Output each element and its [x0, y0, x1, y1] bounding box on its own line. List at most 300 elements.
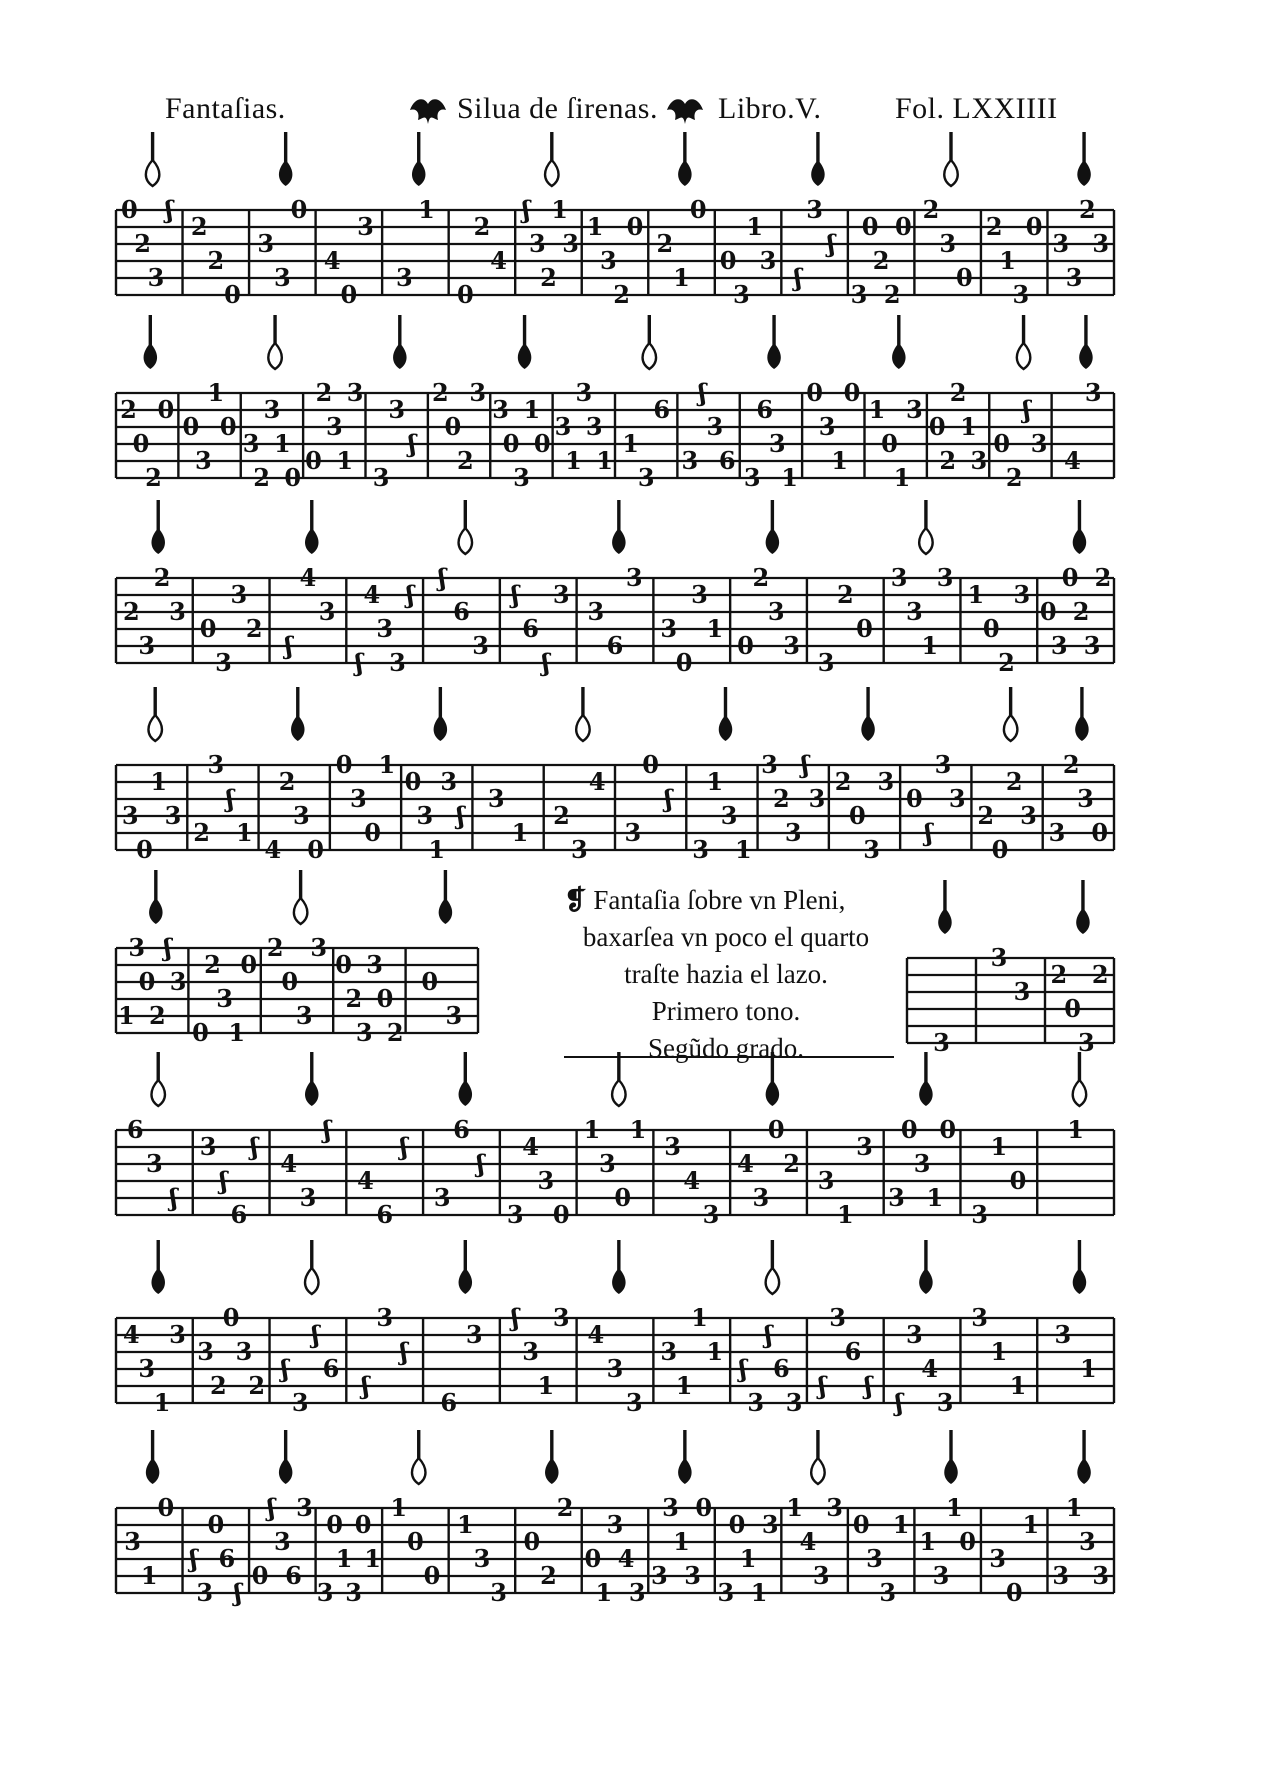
fret-number: 0	[614, 1183, 632, 1212]
rhythm-sign-filled-icon	[1077, 1430, 1091, 1484]
running-head-book-number: Libro.V.	[718, 92, 822, 125]
fret-number: 0	[335, 950, 352, 979]
fret-number: 2	[315, 378, 333, 407]
fret-number: 3	[124, 1527, 141, 1556]
fret-number: 1	[622, 429, 639, 458]
fret-number: 6	[440, 1388, 458, 1417]
fret-number: 3	[121, 801, 139, 830]
fret-number: 3	[506, 1200, 524, 1229]
rhythm-sign-filled-icon	[612, 1240, 626, 1294]
fret-number: 3	[296, 1493, 313, 1522]
fret-number: 1	[390, 1493, 408, 1522]
fret-number: 6	[218, 1544, 236, 1573]
fret-number: 2	[245, 614, 263, 643]
fret-number: 1	[418, 195, 435, 224]
fret-number: 0	[326, 1510, 343, 1539]
fret-number: 3	[971, 1303, 989, 1332]
fret-number: 1	[706, 614, 724, 643]
fret-number: 3	[147, 263, 165, 292]
heading-line: Fantaſia ſobre vn Pleni,	[593, 885, 846, 915]
fret-number: 1	[586, 212, 604, 241]
fret-number: 6	[285, 1561, 302, 1590]
rhythm-sign-open-icon	[766, 1240, 780, 1294]
fret-number: 1	[1022, 1510, 1040, 1539]
fret-number: 3	[235, 1337, 253, 1366]
fret-number: 3	[906, 395, 923, 424]
rhythm-sign-filled-icon	[545, 1430, 559, 1484]
fret-number: 4	[587, 1320, 605, 1349]
fret-number: 3	[257, 229, 275, 258]
fret-number: 3	[376, 1303, 394, 1332]
fret-number: 3	[691, 580, 708, 609]
fret-number: 3	[1083, 631, 1101, 660]
fret-number: 6	[126, 1115, 144, 1144]
fret-number: 0	[407, 1527, 424, 1556]
fret-number: 3	[747, 1388, 765, 1417]
fret-number: ʃ	[189, 1544, 198, 1573]
fret-number: 4	[280, 1149, 298, 1178]
fret-number: 6	[756, 395, 774, 424]
fret-number: 0	[281, 967, 299, 996]
fret-number: ʃ	[818, 1371, 827, 1400]
fret-number: 3	[628, 1578, 646, 1607]
fret-number: 3	[469, 378, 487, 407]
fret-number: 6	[844, 1337, 862, 1366]
rhythm-sign-filled-icon	[146, 1430, 160, 1484]
fret-number: 0	[502, 429, 520, 458]
fret-number: 0	[993, 429, 1011, 458]
fret-number: 0	[376, 984, 394, 1013]
fret-number: 3	[752, 1183, 770, 1212]
fret-number: 3	[850, 280, 868, 309]
fret-number: 3	[230, 580, 248, 609]
fret-number: ʃ	[355, 648, 364, 677]
fret-number: ʃ	[827, 229, 836, 258]
fret-number: 0	[959, 1527, 976, 1556]
fret-number: ʃ	[399, 1337, 408, 1366]
fret-number: 3	[1052, 1561, 1070, 1590]
fret-number: 1	[990, 1337, 1008, 1366]
fret-number: 0	[991, 835, 1009, 864]
fret-number: 3	[660, 614, 678, 643]
fret-number: 3	[720, 801, 738, 830]
fret-number: 2	[266, 933, 284, 962]
fret-number: 1	[960, 412, 977, 441]
rhythm-sign-filled-icon	[305, 500, 319, 554]
rhythm-sign-filled-icon	[1073, 500, 1087, 554]
fret-number: 3	[818, 412, 836, 441]
fret-number: 4	[522, 1132, 539, 1161]
fret-number: ʃ	[476, 1149, 485, 1178]
fret-number: 6	[322, 1354, 340, 1383]
heading-line: traſte hazia el lazo.	[624, 959, 828, 989]
fret-number: 2	[998, 648, 1015, 677]
fret-number: 0	[939, 1115, 957, 1144]
fret-number: 2	[1062, 750, 1080, 779]
fret-number: ʃ	[456, 801, 465, 830]
fret-number: 3	[1030, 429, 1048, 458]
fret-number: 3	[877, 767, 895, 796]
heading-line: Primero tono.	[651, 996, 801, 1026]
fret-number: 2	[656, 229, 674, 258]
fret-number: 3	[856, 1132, 873, 1161]
rhythm-sign-filled-icon	[938, 880, 952, 934]
fret-number: 3	[197, 1337, 214, 1366]
fret-number: 0	[767, 1115, 785, 1144]
fret-number: ʃ	[323, 1115, 332, 1144]
fret-number: 3	[164, 801, 182, 830]
fret-number: ʃ	[399, 1132, 408, 1161]
fret-number: 2	[540, 263, 557, 292]
rhythm-sign-open-icon	[146, 132, 160, 186]
fret-number: 2	[949, 378, 967, 407]
fret-number: 0	[642, 750, 659, 779]
rhythm-sign-filled-icon	[678, 132, 692, 186]
running-head-section: Fantaſias.	[165, 92, 286, 125]
rhythm-sign-filled-icon	[767, 315, 781, 369]
fret-number: 3	[372, 463, 390, 492]
fret-number: 3	[664, 1132, 681, 1161]
fret-number: 0	[199, 614, 217, 643]
rhythm-sign-filled-icon	[144, 315, 158, 369]
fret-number: 1	[673, 1527, 690, 1556]
tablature-system	[116, 1240, 1114, 1417]
fret-number: 3	[784, 818, 802, 847]
fret-number: 1	[153, 1388, 171, 1417]
fret-number: 1	[273, 429, 291, 458]
fret-number: 2	[123, 597, 140, 626]
tablature-system	[116, 500, 1114, 677]
rhythm-sign-filled-icon	[944, 1430, 958, 1484]
fret-number: ʃ	[664, 784, 673, 813]
fret-number: 1	[836, 1200, 854, 1229]
fret-number: 3	[1013, 977, 1031, 1006]
fret-number: 1	[523, 395, 541, 424]
fret-number: 3	[651, 1561, 668, 1590]
fret-number: 6	[453, 597, 470, 626]
fret-number: 3	[376, 614, 394, 643]
pilcrow-icon: ❡	[564, 885, 587, 915]
fret-number: ʃ	[226, 784, 235, 813]
fret-number: 3	[571, 835, 588, 864]
fret-number: ʃ	[1022, 395, 1031, 424]
fret-number: 3	[768, 429, 786, 458]
fret-number: 0	[456, 280, 474, 309]
fret-number: 3	[783, 631, 800, 660]
fret-number: 3	[522, 1337, 539, 1366]
fret-number: 3	[906, 597, 923, 626]
fret-number: 4	[363, 580, 381, 609]
fret-number: 1	[378, 750, 396, 779]
fret-number: 2	[553, 801, 570, 830]
fret-number: 1	[456, 1510, 474, 1539]
fret-number: 3	[913, 1149, 931, 1178]
fret-number: 0	[737, 631, 754, 660]
rhythm-sign-open-icon	[151, 1052, 165, 1106]
rhythm-sign-filled-icon	[766, 500, 780, 554]
fret-number: 2	[1050, 960, 1068, 989]
fret-number: 0	[1061, 563, 1079, 592]
fret-number: 2	[190, 212, 208, 241]
fret-number: 1	[781, 463, 799, 492]
fret-number: 3	[169, 967, 187, 996]
rhythm-sign-open-icon	[944, 132, 958, 186]
fret-number: 3	[1078, 1028, 1095, 1057]
fret-number: 3	[733, 280, 750, 309]
fret-number: 6	[230, 1200, 248, 1229]
fret-number: 0	[861, 212, 879, 241]
fret-number: 3	[169, 597, 186, 626]
fret-number: 6	[522, 614, 539, 643]
rhythm-sign-filled-icon	[291, 687, 305, 741]
rhythm-sign-filled-icon	[439, 870, 453, 924]
fret-number: ʃ	[361, 1371, 370, 1400]
fret-number: 3	[866, 1544, 883, 1573]
fret-number: 1	[746, 212, 764, 241]
fret-number: 4	[683, 1166, 701, 1195]
fret-number: 0	[138, 967, 156, 996]
fret-number: ʃ	[698, 378, 707, 407]
fret-number: 1	[335, 1544, 353, 1573]
fret-number: 3	[325, 412, 343, 441]
fret-number: 3	[299, 1183, 317, 1212]
fret-number: 3	[433, 1183, 451, 1212]
fret-number: 3	[316, 1578, 334, 1607]
fret-number: ʃ	[511, 1303, 520, 1332]
fret-number: ʃ	[234, 1578, 242, 1607]
fret-number: 2	[210, 1371, 227, 1400]
fret-number: 3	[291, 1388, 309, 1417]
fret-number: 1	[511, 818, 529, 847]
fret-number: 3	[684, 1561, 701, 1590]
fret-number: 2	[473, 212, 491, 241]
fret-number: 0	[533, 429, 551, 458]
tablature-system	[116, 687, 1114, 864]
fret-number: 3	[445, 1001, 463, 1030]
fret-number: 1	[990, 1132, 1008, 1161]
rhythm-sign-open-icon	[643, 315, 657, 369]
fret-number: ʃ	[284, 631, 293, 660]
fret-number: 3	[216, 984, 233, 1013]
piece-heading	[556, 882, 896, 1067]
rhythm-sign-filled-icon	[434, 687, 448, 741]
fret-number: ʃ	[267, 1493, 276, 1522]
fret-number: ʃ	[738, 1354, 747, 1383]
tablature-system	[116, 315, 1114, 492]
fret-number: 3	[934, 750, 952, 779]
fret-number: 3	[492, 395, 509, 424]
fret-number: 3	[465, 1320, 483, 1349]
fret-number: 4	[490, 246, 507, 275]
fret-number: 0	[881, 429, 898, 458]
piece-heading-line-1	[564, 882, 896, 919]
fret-number: 3	[989, 1544, 1006, 1573]
fret-number: 3	[706, 412, 724, 441]
fret-number: 3	[345, 1578, 362, 1607]
fret-number: 2	[120, 395, 137, 424]
rhythm-sign-filled-icon	[279, 132, 293, 186]
fret-number: ʃ	[793, 263, 802, 292]
rhythm-sign-filled-icon	[719, 687, 733, 741]
fret-number: ʃ	[163, 933, 172, 962]
fret-number: 0	[1005, 1578, 1023, 1607]
fret-number: 0	[305, 446, 322, 475]
fret-number: 1	[921, 631, 939, 660]
fret-number: 3	[660, 1337, 678, 1366]
fret-number: 1	[150, 767, 168, 796]
fret-number: 0	[843, 378, 861, 407]
fret-number: 3	[395, 263, 413, 292]
fret-number: 4	[737, 1149, 754, 1178]
fret-number: ʃ	[406, 580, 415, 609]
fret-number: 0	[444, 412, 462, 441]
fret-number: 3	[702, 1200, 720, 1229]
fret-number: 0	[856, 614, 873, 643]
fret-number: 1	[926, 1183, 944, 1212]
fret-number: 2	[345, 984, 363, 1013]
fret-number: 1	[868, 395, 886, 424]
fret-number: 2	[556, 1493, 574, 1522]
fret-number: ʃ	[311, 1320, 320, 1349]
fret-number: 1	[786, 1493, 803, 1522]
fret-number: 3	[366, 950, 383, 979]
fret-number: 3	[888, 1183, 905, 1212]
fret-number: 3	[355, 1018, 373, 1047]
fret-number: 4	[588, 767, 606, 796]
fret-number: 3	[138, 631, 156, 660]
fret-number: 0	[182, 412, 200, 441]
fret-number: 3	[606, 1510, 624, 1539]
fret-number: 0	[928, 412, 946, 441]
fret-number: 2	[985, 212, 1003, 241]
fret-number: 2	[134, 229, 151, 258]
fret-number: 0	[136, 835, 153, 864]
fret-number: 4	[617, 1544, 635, 1573]
fret-number: 3	[948, 784, 966, 813]
fret-number: 3	[346, 378, 364, 407]
fret-number: 3	[785, 1388, 803, 1417]
fret-number: 3	[624, 818, 642, 847]
fret-number: 3	[292, 801, 310, 830]
fret-number: 0	[852, 1510, 870, 1539]
fret-number: 2	[456, 446, 474, 475]
fret-number: ʃ	[541, 648, 550, 677]
rhythm-sign-filled-icon	[919, 1052, 933, 1106]
fret-number: 3	[472, 631, 490, 660]
fret-number: 3	[1012, 280, 1030, 309]
fret-number: 0	[675, 648, 693, 677]
fret-number: 3	[416, 801, 434, 830]
fret-number: 3	[681, 446, 699, 475]
fret-number: 2	[613, 280, 631, 309]
fret-number: 1	[583, 1115, 601, 1144]
rhythm-sign-open-icon	[545, 132, 559, 186]
fret-number: 3	[389, 648, 406, 677]
fret-number: 1	[364, 1544, 381, 1573]
fret-number: 2	[431, 378, 449, 407]
fret-number: 0	[224, 280, 241, 309]
rhythm-sign-open-icon	[919, 500, 933, 554]
fret-number: 1	[892, 1510, 910, 1539]
rhythm-sign-filled-icon	[919, 1240, 933, 1294]
fret-number: 1	[428, 835, 446, 864]
fret-number: 1	[945, 1493, 963, 1522]
fret-number: 4	[123, 1320, 140, 1349]
fret-number: 3	[128, 933, 146, 962]
fret-number: 3	[263, 395, 281, 424]
fret-number: 2	[253, 463, 270, 492]
fret-number: 3	[1092, 229, 1110, 258]
fret-number: 2	[1072, 597, 1090, 626]
fret-number: 3	[606, 1354, 624, 1383]
rhythm-sign-filled-icon	[459, 1052, 473, 1106]
fret-number: 2	[248, 1371, 266, 1400]
tablature-system	[907, 880, 1114, 1057]
fret-number: 1	[228, 1018, 246, 1047]
fret-number: 2	[204, 950, 221, 979]
fret-number: 1	[919, 1527, 937, 1556]
rhythm-sign-open-icon	[148, 687, 162, 741]
rhythm-sign-filled-icon	[279, 1430, 293, 1484]
fret-number: 1	[551, 195, 568, 224]
fret-number: 3	[1050, 631, 1068, 660]
fret-number: 3	[829, 1303, 846, 1332]
fret-number: 3	[537, 1166, 555, 1195]
fret-number: 3	[808, 784, 826, 813]
fret-number: 3	[575, 378, 593, 407]
fret-number: 3	[932, 1561, 950, 1590]
fret-number: 3	[273, 1527, 291, 1556]
fret-number: 2	[752, 563, 770, 592]
fret-number: 1	[1009, 1371, 1027, 1400]
fret-number: 2	[1091, 960, 1109, 989]
fret-number: 3	[692, 835, 709, 864]
rhythm-sign-open-icon	[1004, 687, 1018, 741]
fret-number: 3	[1054, 1320, 1072, 1349]
running-head-book-title: Silua de ſirenas.	[457, 92, 658, 125]
fret-number: 6	[653, 395, 671, 424]
fret-number: 0	[689, 195, 707, 224]
rhythm-sign-filled-icon	[149, 870, 163, 924]
fret-number: 4	[921, 1354, 939, 1383]
fret-number: 3	[906, 1320, 923, 1349]
fret-number: 3	[761, 1510, 779, 1539]
fret-number: 0	[157, 395, 175, 424]
fret-number: ʃ	[250, 1132, 259, 1161]
fret-number: 0	[222, 1303, 240, 1332]
rhythm-sign-open-icon	[1073, 1052, 1087, 1106]
fret-number: 1	[117, 1001, 135, 1030]
rhythm-sign-filled-icon	[1077, 132, 1091, 186]
fret-number: 6	[453, 1115, 470, 1144]
fret-number: 0	[584, 1544, 602, 1573]
fret-number: 4	[299, 563, 317, 592]
rhythm-sign-filled-icon	[1076, 880, 1090, 934]
fret-number: 0	[284, 463, 302, 492]
fret-number: 2	[977, 801, 995, 830]
fret-number: 2	[153, 563, 171, 592]
tablature-system	[116, 1430, 1114, 1607]
fret-number: 0	[626, 212, 644, 241]
fret-number: 2	[207, 246, 225, 275]
rhythm-sign-filled-icon	[412, 132, 426, 186]
fret-number: 4	[357, 1166, 374, 1195]
rhythm-sign-filled-icon	[518, 315, 532, 369]
fret-number: 1	[673, 263, 690, 292]
fret-number: ʃ	[764, 1320, 773, 1349]
fret-number: 3	[587, 597, 605, 626]
rhythm-sign-filled-icon	[892, 315, 906, 369]
